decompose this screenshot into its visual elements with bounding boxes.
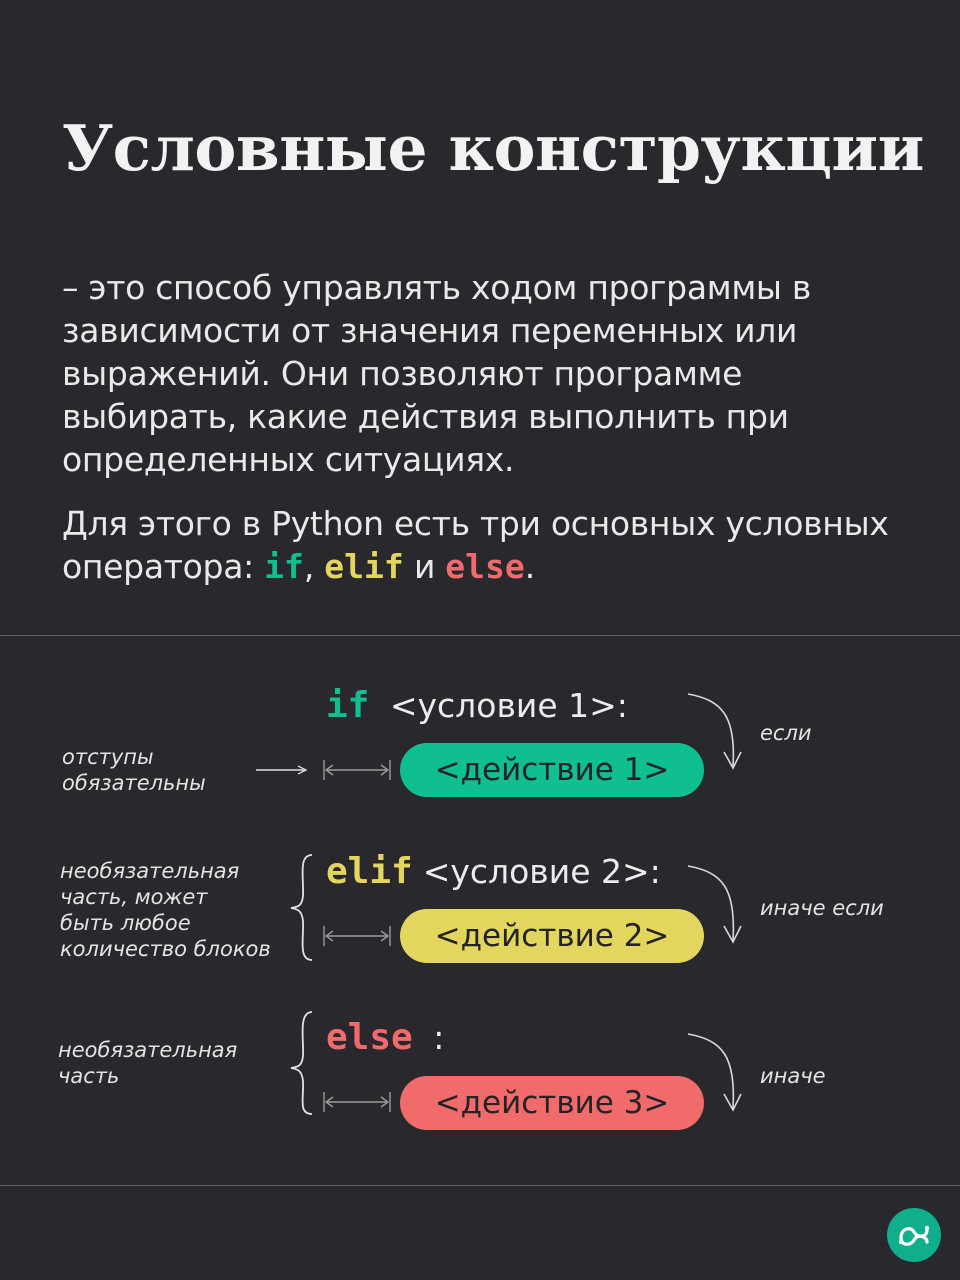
else-keyword: else <box>326 1017 413 1058</box>
else-action-pill <box>400 1076 704 1130</box>
elif-action-pill <box>400 909 704 963</box>
divider-bottom <box>0 1185 960 1186</box>
indent-arrow-icon <box>324 760 390 780</box>
else-condition: : <box>433 1018 445 1057</box>
elif-keyword: elif <box>326 851 413 892</box>
keyword-else: else <box>445 547 525 586</box>
else-condition-line <box>326 1018 444 1058</box>
intro-text: – это способ управлять ходом программы в зависимости от значения переменных или выражений. Они позволяют программе выбирать, какие действия выполнить при определенных ситуациях. <box>62 268 812 479</box>
indent-arrow-icon <box>324 1092 390 1112</box>
page-title: Условные конструкции <box>62 111 924 185</box>
brace-icon <box>291 855 312 960</box>
if-condition-line <box>326 686 628 726</box>
operators-sep2: и <box>403 547 446 586</box>
if-keyword: if <box>326 685 370 726</box>
keyword-if: if <box>264 547 304 586</box>
logo-icon <box>887 1208 941 1262</box>
elif-note: необязательная часть, может быть любое количество блоков <box>60 859 271 961</box>
else-note: необязательная часть <box>58 1038 238 1088</box>
if-meaning: если <box>760 721 812 745</box>
elif-action: <действие 2> <box>434 918 670 954</box>
else-meaning: иначе <box>760 1064 826 1088</box>
keyword-elif: elif <box>324 547 404 586</box>
if-action: <действие 1> <box>434 752 670 788</box>
elif-condition-line <box>326 852 661 892</box>
elif-meaning: иначе если <box>760 896 884 920</box>
operators-end: . <box>524 547 535 586</box>
operators-sep1: , <box>303 547 325 586</box>
indent-note: отступы обязательны <box>62 745 206 795</box>
indent-arrow-icon <box>324 926 390 946</box>
elif-condition: <условие 2>: <box>422 852 661 891</box>
if-condition: <условие 1>: <box>389 686 628 725</box>
if-action-pill <box>400 743 704 797</box>
brace-icon <box>291 1012 312 1114</box>
operators-lead: Для этого в Python есть три основных условных оператора: <box>62 504 889 586</box>
else-action: <действие 3> <box>434 1085 670 1121</box>
